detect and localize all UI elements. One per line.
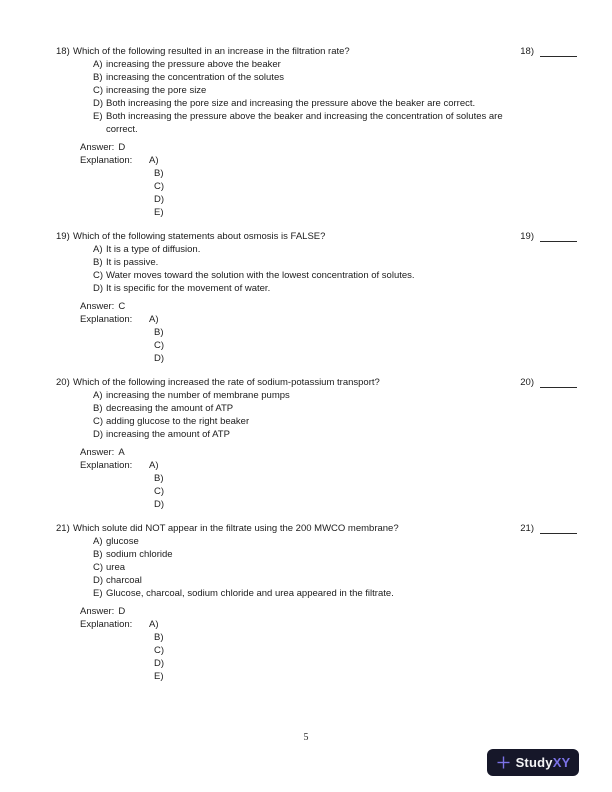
question-number: 18) [56,46,70,57]
option-text: It is passive. [106,257,159,268]
option-row [93,428,577,441]
explanation-letter: D) [154,353,165,364]
option-row [93,587,577,600]
option-row [93,256,577,269]
option-text: increasing the number of membrane pumps [106,390,290,401]
question-ref [510,229,577,243]
answer-row [80,141,577,154]
option-text: increasing the amount of ATP [106,429,230,440]
option-text: increasing the pore size [106,85,207,96]
answer-value: A [118,447,125,458]
answer-row [80,605,577,618]
option-letter: A) [93,59,103,70]
explanation-label: Explanation: [80,314,133,325]
question-block [56,375,577,511]
question-line [56,375,577,389]
option-letter: B) [93,403,103,414]
explanation-letter: C) [154,340,165,351]
option-letter: D) [93,429,104,440]
explanation-label: Explanation: [80,619,133,630]
explanation-row [80,154,577,219]
explanation-letter: C) [154,181,165,192]
option-row [93,243,577,256]
options [93,243,577,295]
question-ref-number: 21) [520,523,534,534]
answer-blank [540,378,577,388]
answer-blank [540,232,577,242]
option-row [93,71,577,84]
explanation-letter: B) [154,632,164,643]
option-row [93,402,577,415]
explanation-letters [149,459,164,511]
explanation-letter: D) [154,194,165,205]
option-text: Water moves toward the solution with the lowest concentration of solutes. [106,270,415,281]
question-text: Which solute did NOT appear in the filtrate using the 200 MWCO membrane? [73,523,399,534]
option-text: It is specific for the movement of water. [106,283,271,294]
brand-name-secondary: XY [552,755,571,770]
answer-value: D [118,606,126,617]
explanation-label: Explanation: [80,155,133,166]
explanation-letter: B) [154,473,164,484]
answer-blank [540,47,577,57]
explanation-letter: C) [154,486,165,497]
option-letter: E) [93,588,103,599]
option-text: glucose [106,536,139,547]
option-letter: D) [93,283,104,294]
option-letter: B) [93,257,103,268]
option-row [93,282,577,295]
options [93,535,577,600]
explanation-row [80,618,577,683]
option-row [93,269,577,282]
explanation-letters [149,154,164,219]
question-block [56,44,577,219]
question-line [56,229,577,243]
option-row [93,110,577,136]
option-letter: B) [93,72,103,83]
option-letter: D) [93,98,104,109]
explanation-letter: C) [154,645,165,656]
question-number: 21) [56,523,70,534]
explanation-row [80,459,577,511]
explanation-letter: A) [149,619,159,630]
option-text: Glucose, charcoal, sodium chloride and urea appeared in the filtrate. [106,588,394,599]
brand-badge [487,749,579,776]
option-text: Both increasing the pore size and increasing the pressure above the beaker are correct. [106,98,476,109]
option-letter: D) [93,575,104,586]
option-row [93,574,577,587]
option-row [93,389,577,402]
option-letter: E) [93,111,103,122]
question-number: 19) [56,231,70,242]
question-ref [510,44,577,58]
explanation-letter: A) [149,314,159,325]
option-text: increasing the concentration of the solutes [106,72,284,83]
option-text: adding glucose to the right beaker [106,416,250,427]
options [93,58,577,136]
question-text: Which of the following increased the rate of sodium-potassium transport? [73,377,380,388]
explanation-letter: E) [154,671,164,682]
option-letter: A) [93,244,103,255]
explanation-row [80,313,577,365]
option-row [93,84,577,97]
option-text: sodium chloride [106,549,173,560]
question-line [56,44,577,58]
answer-label: Answer: [80,142,115,153]
option-row [93,97,577,110]
question-text: Which of the following statements about osmosis is FALSE? [73,231,326,242]
question-ref-number: 20) [520,377,534,388]
explanation-letter: D) [154,499,165,510]
question-text: Which of the following resulted in an increase in the filtration rate? [73,46,350,57]
option-row [93,561,577,574]
question-ref-number: 18) [520,46,534,57]
explanation-letter: A) [149,155,159,166]
option-letter: B) [93,549,103,560]
option-row [93,415,577,428]
answer-row [80,446,577,459]
option-letter: C) [93,416,104,427]
explanation-letter: E) [154,207,164,218]
question-block [56,229,577,365]
explanation-label: Explanation: [80,460,133,471]
answer-label: Answer: [80,447,115,458]
question-number: 20) [56,377,70,388]
option-text: charcoal [106,575,142,586]
explanation-letter: B) [154,168,164,179]
question-ref-number: 19) [520,231,534,242]
option-row [93,548,577,561]
option-letter: C) [93,270,104,281]
option-text: It is a type of diffusion. [106,244,201,255]
brand-name-primary: Study [515,755,553,770]
option-text: decreasing the amount of ATP [106,403,234,414]
explanation-letter: B) [154,327,164,338]
question-block [56,521,577,683]
options [93,389,577,441]
option-text: urea [106,562,126,573]
answer-value: C [118,301,126,312]
option-row [93,535,577,548]
question-ref [510,521,577,535]
explanation-letter: A) [149,460,159,471]
plus-icon [496,755,511,770]
page-number: 5 [303,732,309,743]
questions-list [56,44,577,693]
option-letter: C) [93,562,104,573]
option-letter: A) [93,390,103,401]
option-row [93,58,577,71]
question-line [56,521,577,535]
explanation-letters [149,313,164,365]
option-letter: A) [93,536,103,547]
answer-blank [540,524,577,534]
answer-label: Answer: [80,606,115,617]
answer-value: D [118,142,126,153]
explanation-letters [149,618,164,683]
explanation-letter: D) [154,658,165,669]
option-text: Both increasing the pressure above the beaker and increasing the concentration of solutes are correct. [106,111,503,135]
answer-label: Answer: [80,301,115,312]
option-letter: C) [93,85,104,96]
question-ref [510,375,577,389]
answer-row [80,300,577,313]
option-text: increasing the pressure above the beaker [106,59,281,70]
brand-name [516,756,571,769]
